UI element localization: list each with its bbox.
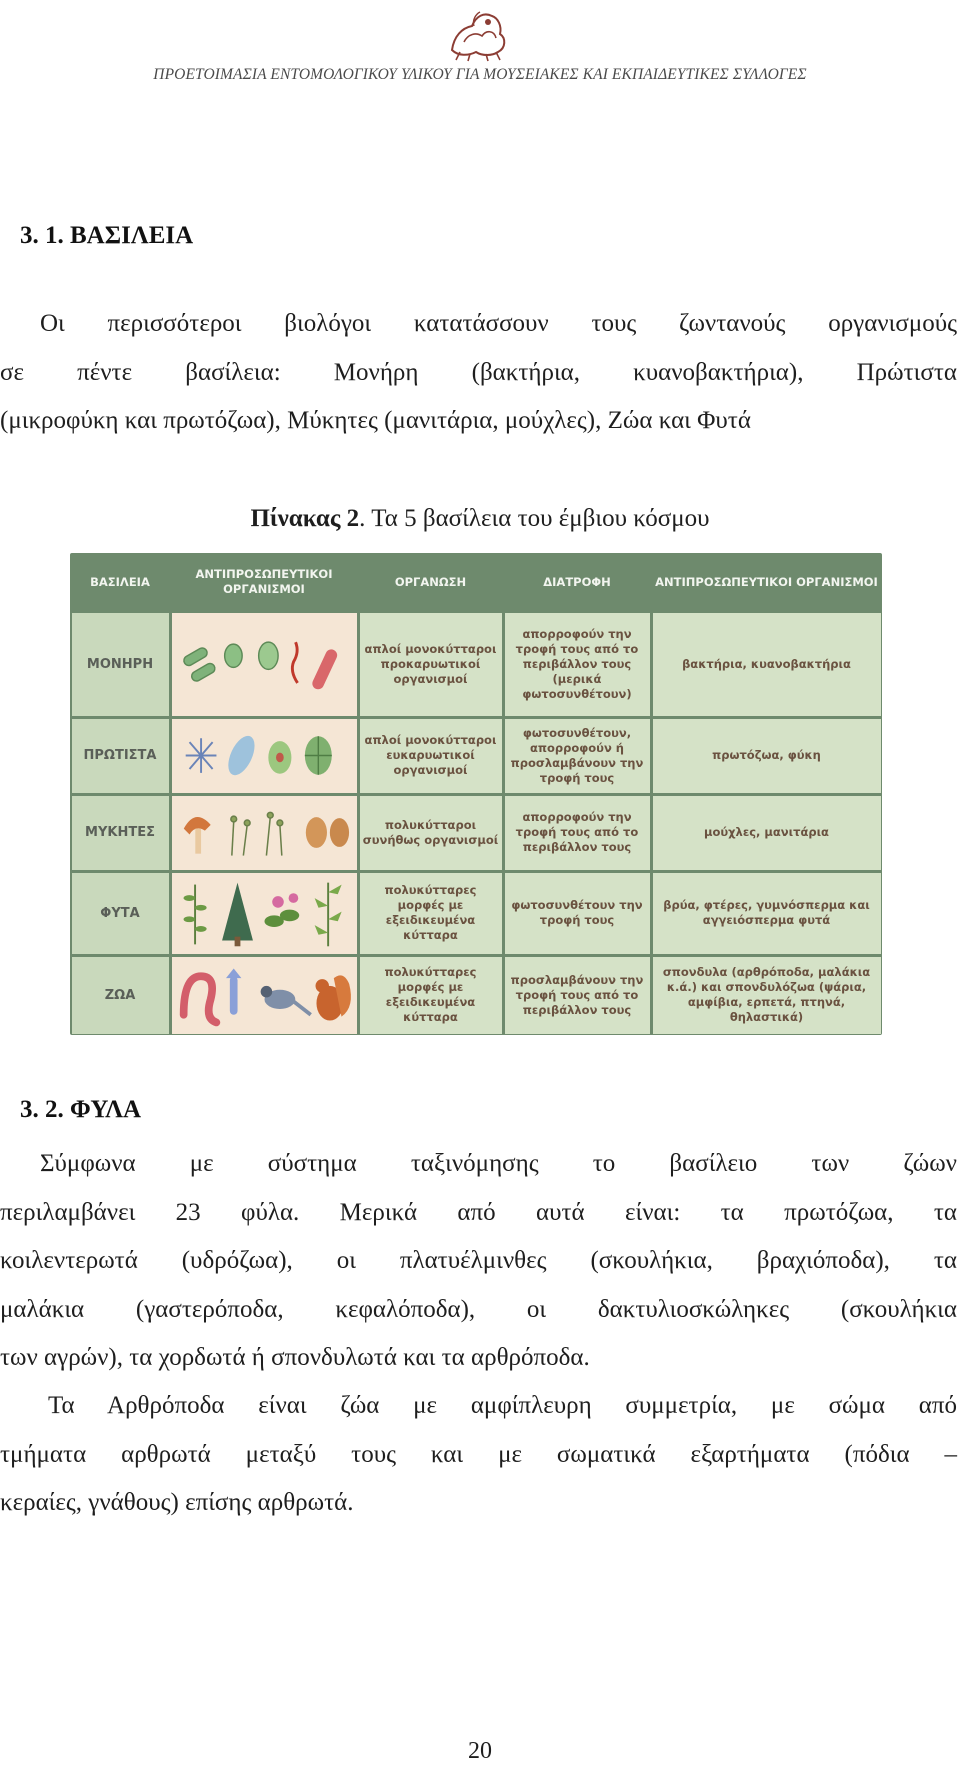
table-header-cell: ΒΑΣΙΛΕΙΑ bbox=[90, 574, 150, 589]
paragraph-line: (μικροφύκη και πρωτόζωα), Μύκητες (μανιτάρια, μούχλες), Ζώα και Φυτά bbox=[0, 407, 751, 434]
paragraph-line: τμήματα αρθρωτά μεταξύ τους και με σωματικά εξαρτήματα (πόδια – bbox=[0, 1440, 957, 1468]
kingdom-name-cell: ΦΥΤΑ bbox=[72, 873, 169, 954]
organization-cell: απλοί μονοκύτταροι προκαρυωτικοί οργανισμοί bbox=[360, 613, 502, 716]
organization-cell: πολυκύτταρες μορφές με εξειδικευμένα κύτταρα bbox=[360, 957, 502, 1034]
kingdoms-paragraph bbox=[0, 300, 957, 446]
table-header-cell: ΑΝΤΙΠΡΟΣΩΠΕΥΤΙΚΟΙ ΟΡΓΑΝΙΣΜΟΙ bbox=[195, 567, 333, 596]
paragraph-line: μαλάκια (γαστερόποδα, κεφαλόποδα), οι δακτυλιοσκώληκες (σκουλήκια bbox=[0, 1295, 957, 1323]
nutrition-cell: φωτοσυνθέτουν την τροφή τους bbox=[505, 873, 650, 954]
examples-cell: πρωτόζωα, φύκη bbox=[653, 719, 881, 793]
examples-cell: βακτήρια, κυανοβακτήρια bbox=[653, 613, 881, 716]
nutrition-cell: απορροφούν την τροφή τους από το περιβάλλον τους bbox=[505, 796, 650, 870]
paragraph-line: κεραίες, γνάθους) επίσης αρθρωτά. bbox=[0, 1489, 354, 1516]
phyla-paragraph bbox=[0, 1140, 957, 1383]
table-header-cell: ΟΡΓΑΝΩΣΗ bbox=[394, 574, 467, 589]
paragraph-line: κοιλεντερωτά (υδρόζωα), οι πλατυέλμινθες (σκουλήκια, βραχιόποδα), τα bbox=[0, 1247, 957, 1274]
kingdom-name-cell: ΖΩΑ bbox=[72, 957, 169, 1034]
nutrition-cell: απορροφούν την τροφή τους από το περιβάλλον τους (μερικά φωτοσυνθέτουν) bbox=[505, 613, 650, 716]
arthropods-paragraph bbox=[0, 1382, 957, 1528]
fungi-illustration bbox=[172, 796, 357, 870]
kingdom-name-cell: ΜΟΝΗΡΗ bbox=[72, 613, 169, 716]
page-number: 20 bbox=[468, 1738, 492, 1764]
paragraph-line: Τα Αρθρόποδα είναι ζώα με αμφίπλευρη συμμετρία, με σώμα από bbox=[48, 1392, 957, 1419]
paragraph-line: περιλαμβάνει 23 φύλα. Μερικά από αυτά είναι: τα πρωτόζωα, τα bbox=[0, 1198, 957, 1226]
paragraph-line: Οι περισσότεροι βιολόγοι κατατάσσουν τους ζωντανούς οργανισμούς bbox=[40, 310, 957, 337]
monera-illustration bbox=[172, 613, 357, 716]
nutrition-cell: φωτοσυνθέτουν, απορροφούν ή προσλαμβάνουν την τροφή τους bbox=[505, 719, 650, 793]
table-header-cell: ΑΝΤΙΠΡΟΣΩΠΕΥΤΙΚΟΙ ΟΡΓΑΝΙΣΜΟΙ bbox=[655, 574, 878, 589]
section-heading-kingdoms: 3. 1. ΒΑΣΙΛΕΙΑ bbox=[20, 222, 194, 249]
section-heading-phyla: 3. 2. ΦΥΛΑ bbox=[20, 1096, 142, 1123]
table-caption bbox=[0, 505, 960, 533]
organization-cell: απλοί μονοκύτταροι ευκαρυωτικοί οργανισμοί bbox=[360, 719, 502, 793]
running-header: ΠΡΟΕΤΟΙΜΑΣΙΑ ΕΝΤΟΜΟΛΟΓΙΚΟΥ ΥΛΙΚΟΥ ΓΙΑ ΜΟΥΣΕΙΑΚΕΣ ΚΑΙ ΕΚΠΑΙΔΕΥΤΙΚΕΣ ΣΥΛΛΟΓΕΣ bbox=[153, 66, 807, 83]
table-caption-text: . Τα 5 βασίλεια του έμβιου κόσμου bbox=[359, 505, 710, 532]
crest-logo-icon bbox=[442, 6, 512, 62]
examples-cell: μούχλες, μανιτάρια bbox=[653, 796, 881, 870]
examples-cell: σπονδυλα (αρθρόποδα, μαλάκια κ.ά.) και σπονδυλόζωα (ψάρια, αμφίβια, ερπετά, πτηνά, θηλαστικά) bbox=[653, 957, 881, 1034]
protista-illustration bbox=[172, 719, 357, 793]
organization-cell: πολυκύτταρες μορφές με εξειδικευμένα κύτταρα bbox=[360, 873, 502, 954]
examples-cell: βρύα, φτέρες, γυμνόσπερμα και αγγειόσπερμα φυτά bbox=[653, 873, 881, 954]
kingdom-name-cell: ΠΡΩΤΙΣΤΑ bbox=[72, 719, 169, 793]
plants-illustration bbox=[172, 873, 357, 954]
paragraph-line: Σύμφωνα με σύστημα ταξινόμησης το βασίλειο των ζώων bbox=[40, 1150, 957, 1177]
table-caption-label: Πίνακας 2 bbox=[250, 505, 360, 532]
paragraph-line: σε πέντε βασίλεια: Μονήρη (βακτήρια, κυανοβακτήρια), Πρώτιστα bbox=[0, 358, 957, 386]
table-header-cell: ΔΙΑΤΡΟΦΗ bbox=[543, 574, 611, 589]
animals-illustration bbox=[172, 957, 357, 1034]
kingdoms-table bbox=[70, 553, 882, 1035]
paragraph-line: των αγρών), τα χορδωτά ή σπονδυλωτά και τα αρθρόποδα. bbox=[0, 1344, 590, 1371]
organization-cell: πολυκύτταροι συνήθως οργανισμοί bbox=[360, 796, 502, 870]
kingdom-name-cell: ΜΥΚΗΤΕΣ bbox=[72, 796, 169, 870]
nutrition-cell: προσλαμβάνουν την τροφή τους από το περιβάλλον τους bbox=[505, 957, 650, 1034]
